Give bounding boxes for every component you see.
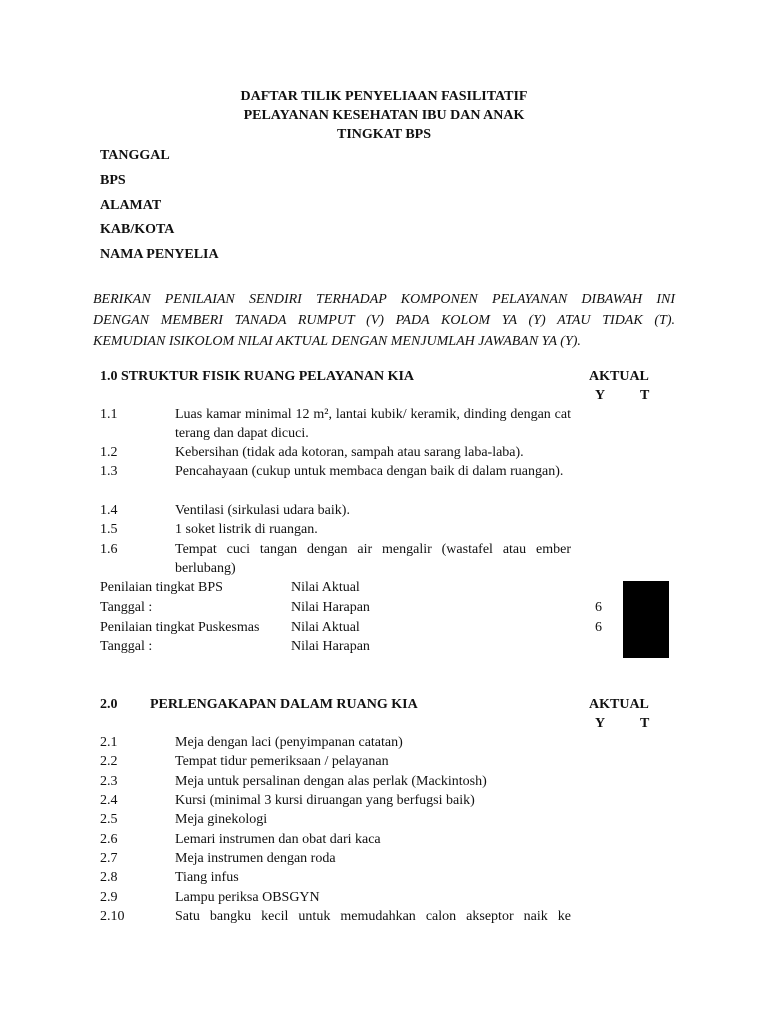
item-description: Lemari instrumen dan obat dari kaca bbox=[175, 832, 381, 847]
item-description: Pencahayaan (cukup untuk membaca dengan baik di dalam ruangan). bbox=[175, 464, 564, 479]
item-description: Tiang infus bbox=[175, 870, 239, 885]
section-1-y-header: Y bbox=[595, 388, 606, 403]
item-description: Tempat tidur pemeriksaan / pelayanan bbox=[175, 754, 389, 769]
item-number: 2.7 bbox=[100, 851, 118, 866]
document-title-line-3: TINGKAT BPS bbox=[336, 127, 431, 142]
score-label: Tanggal : bbox=[100, 639, 153, 654]
item-description: Kebersihan (tidak ada kotoran, sampah atau sarang laba-laba). bbox=[175, 445, 524, 460]
section-1-title: 1.0 STRUKTUR FISIK RUANG PELAYANAN KIA bbox=[100, 369, 415, 384]
item-description: Meja ginekologi bbox=[175, 812, 268, 827]
section-2-y-header: Y bbox=[595, 716, 606, 731]
score-redaction-box bbox=[623, 581, 669, 658]
item-number: 1.5 bbox=[100, 522, 118, 537]
item-description: Tempat cuci tangan dengan air mengalir (wastafel atau ember berlubang) bbox=[175, 542, 571, 576]
item-number: 2.9 bbox=[100, 890, 118, 905]
score-type: Nilai Aktual bbox=[291, 580, 360, 595]
item-description: Meja untuk persalinan dengan alas perlak (Mackintosh) bbox=[175, 774, 487, 789]
item-number: 1.3 bbox=[100, 464, 118, 479]
item-number: 1.1 bbox=[100, 407, 118, 422]
item-description: Luas kamar minimal 12 m², lantai kubik/ keramik, dinding dengan cat terang dan dapat dicuci. bbox=[175, 407, 571, 441]
score-type: Nilai Aktual bbox=[291, 620, 360, 635]
item-number: 2.8 bbox=[100, 870, 118, 885]
section-2-number: 2.0 bbox=[100, 697, 118, 712]
field-kab-kota: KAB/KOTA bbox=[100, 222, 175, 237]
section-1-aktual-header: AKTUAL bbox=[589, 369, 649, 384]
item-description: Meja dengan laci (penyimpanan catatan) bbox=[175, 735, 403, 750]
instruction-line-3: KEMUDIAN ISIKOLOM NILAI AKTUAL DENGAN MENJUMLAH JAWABAN YA (Y). bbox=[93, 334, 581, 349]
item-description: Meja instrumen dengan roda bbox=[175, 851, 336, 866]
section-2-aktual-header: AKTUAL bbox=[589, 697, 649, 712]
score-type: Nilai Harapan bbox=[291, 639, 370, 654]
instruction-line-1: BERIKAN PENILAIAN SENDIRI TERHADAP KOMPONEN PELAYANAN DIBAWAH INI bbox=[93, 292, 675, 307]
field-alamat: ALAMAT bbox=[100, 198, 162, 213]
field-nama-penyelia: NAMA PENYELIA bbox=[100, 247, 219, 262]
score-value: 6 bbox=[595, 620, 602, 635]
item-number: 2.6 bbox=[100, 832, 118, 847]
document-title-line-2: PELAYANAN KESEHATAN IBU DAN ANAK bbox=[243, 108, 525, 123]
item-description: Satu bangku kecil untuk memudahkan calon akseptor naik ke bbox=[175, 909, 571, 924]
item-number: 2.5 bbox=[100, 812, 118, 827]
field-tanggal: TANGGAL bbox=[100, 148, 170, 163]
section-2-t-header: T bbox=[640, 716, 650, 731]
score-label: Penilaian tingkat Puskesmas bbox=[100, 620, 260, 635]
score-type: Nilai Harapan bbox=[291, 600, 370, 615]
score-value: 6 bbox=[595, 600, 602, 615]
score-label: Tanggal : bbox=[100, 600, 153, 615]
field-bps: BPS bbox=[100, 173, 126, 188]
instruction-line-2: DENGAN MEMBERI TANADA RUMPUT (V) PADA KOLOM YA (Y) ATAU TIDAK (T). bbox=[93, 313, 675, 328]
item-description: 1 soket listrik di ruangan. bbox=[175, 522, 318, 537]
item-number: 2.4 bbox=[100, 793, 118, 808]
item-number: 2.10 bbox=[100, 909, 125, 924]
item-description: Ventilasi (sirkulasi udara baik). bbox=[175, 503, 350, 518]
item-number: 1.2 bbox=[100, 445, 118, 460]
item-description: Lampu periksa OBSGYN bbox=[175, 890, 320, 905]
score-label: Penilaian tingkat BPS bbox=[100, 580, 223, 595]
section-1-t-header: T bbox=[640, 388, 650, 403]
item-number: 2.3 bbox=[100, 774, 118, 789]
item-description: Kursi (minimal 3 kursi diruangan yang berfugsi baik) bbox=[175, 793, 475, 808]
section-2-title: PERLENGAKAPAN DALAM RUANG KIA bbox=[150, 697, 418, 712]
item-number: 1.6 bbox=[100, 542, 118, 557]
item-number: 2.2 bbox=[100, 754, 118, 769]
item-number: 1.4 bbox=[100, 503, 118, 518]
document-title-line-1: DAFTAR TILIK PENYELIAAN FASILITATIF bbox=[240, 89, 528, 104]
item-number: 2.1 bbox=[100, 735, 118, 750]
